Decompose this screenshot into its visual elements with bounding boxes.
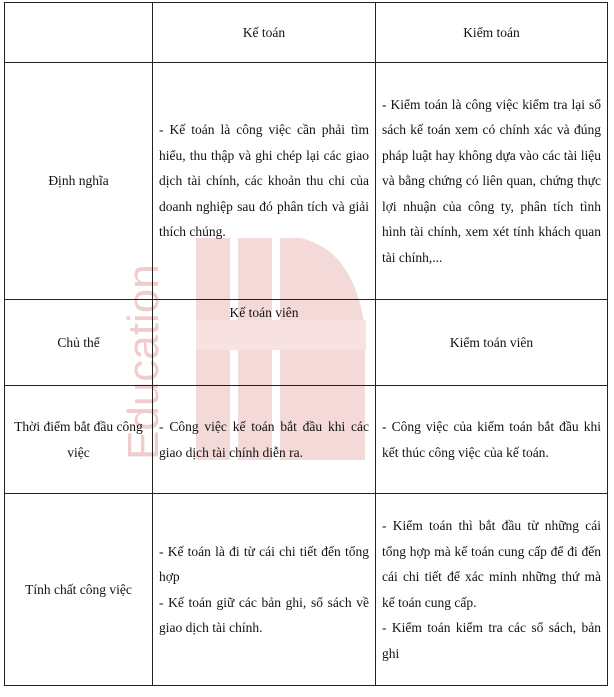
nature-accounting bbox=[153, 494, 376, 686]
table-row bbox=[5, 300, 608, 386]
header-accounting: Kế toán bbox=[153, 3, 376, 63]
definition-auditing bbox=[376, 63, 608, 300]
nature-accounting-text-1: - Kế toán là đi từ cái chi tiết đến tổng hợp bbox=[159, 543, 369, 584]
header-auditing: Kiểm toán bbox=[376, 3, 608, 63]
definition-auditing-text: - Kiểm toán là công việc kiểm tra lại sổ sách kế toán xem có chính xác và đúng pháp luật hay không dựa vào các tài liệu và bằng chứng có liên quan, chứng thực lợi nhuận của công ty, phân tích tình hình tài chính, xem xét tính khách quan tài chính,... bbox=[382, 96, 601, 265]
nature-auditing bbox=[376, 494, 608, 686]
table-row bbox=[5, 386, 608, 494]
row-label-subject: Chủ thể bbox=[5, 300, 153, 386]
nature-auditing-text-1: - Kiểm toán thì bắt đầu từ những cái tổng hợp mà kế toán cung cấp để đi đến cái chi tiết để xác minh những thứ mà kế toán cung cấp. bbox=[382, 518, 601, 610]
subject-auditing-text: Kiểm toán viên bbox=[449, 334, 534, 350]
start-time-auditing-text: - Công việc của kiểm toán bắt đầu khi kết thúc công việc của kế toán. bbox=[382, 419, 601, 460]
row-label-start-time: Thời điểm bắt đầu công việc bbox=[5, 386, 153, 494]
start-time-accounting-text: - Công việc kế toán bắt đầu khi các giao dịch tài chính diễn ra. bbox=[159, 419, 369, 460]
start-time-accounting bbox=[153, 386, 376, 494]
subject-accounting bbox=[153, 300, 376, 386]
definition-accounting-text: - Kế toán là công việc cần phải tìm hiểu, thu thập và ghi chép lại các giao dịch tài chính, các khoản thu chi của doanh nghiệp sau đó phân tích và giải thích chúng. bbox=[159, 122, 369, 240]
row-label-nature: Tính chất công việc bbox=[5, 494, 153, 686]
watermark-text: Education bbox=[119, 264, 168, 460]
subject-accounting-text: Kế toán viên bbox=[229, 304, 299, 320]
nature-auditing-text-2: - Kiểm toán kiểm tra các sổ sách, bản ghi bbox=[382, 620, 601, 661]
subject-auditing bbox=[376, 300, 608, 386]
table-row bbox=[5, 494, 608, 686]
table-row bbox=[5, 63, 608, 300]
start-time-auditing bbox=[376, 386, 608, 494]
row-label-definition: Định nghĩa bbox=[5, 63, 153, 300]
table-header-row bbox=[5, 3, 608, 63]
comparison-table bbox=[4, 2, 608, 686]
header-cell-empty bbox=[5, 3, 153, 63]
definition-accounting bbox=[153, 63, 376, 300]
nature-accounting-text-2: - Kế toán giữ các bản ghi, sổ sách về giao dịch tài chính. bbox=[159, 594, 369, 635]
